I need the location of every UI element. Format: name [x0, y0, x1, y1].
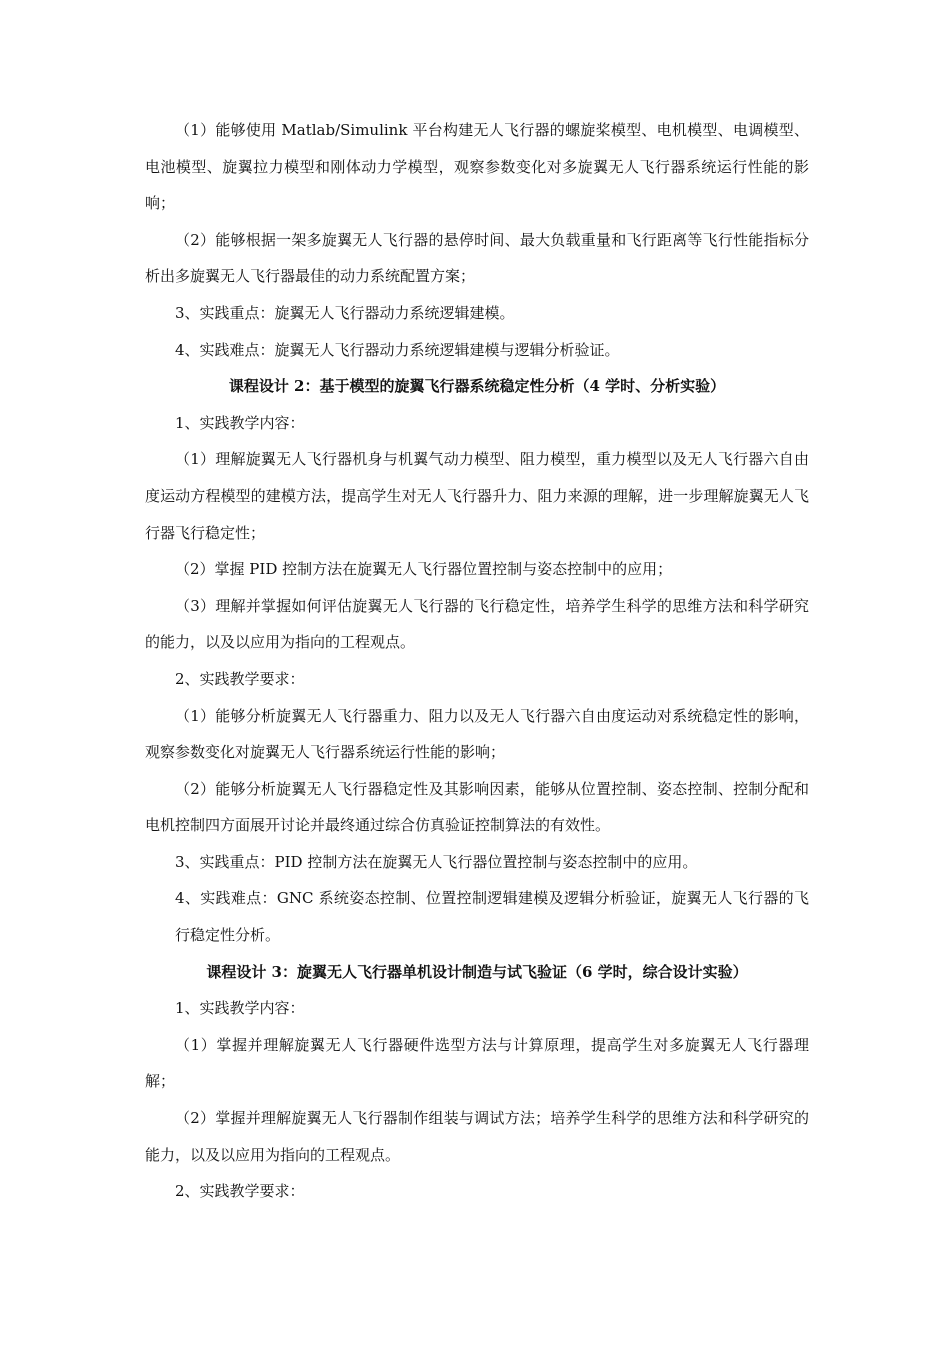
paragraph: （1）理解旋翼无人飞行器机身与机翼气动力模型、阻力模型，重力模型以及无人飞行器六自由度运动方程模型的建模方法，提高学生对无人飞行器升力、阻力来源的理解，进一步理解旋翼无人飞行器飞行稳定性； [145, 450, 809, 542]
paragraph: 3、实践重点：旋翼无人飞行器动力系统逻辑建模。 [175, 303, 515, 322]
paragraph: 1、实践教学内容： [175, 413, 305, 432]
paragraph: （2）能够根据一架多旋翼无人飞行器的悬停时间、最大负载重量和飞行距离等飞行性能指标分析出多旋翼无人飞行器最佳的动力系统配置方案； [145, 230, 809, 286]
paragraph: 4、实践难点：GNC 系统姿态控制、位置控制逻辑建模及逻辑分析验证，旋翼无人飞行器的飞行稳定性分析。 [175, 889, 809, 945]
document-page [145, 112, 809, 1210]
paragraph: 3、实践重点：PID 控制方法在旋翼无人飞行器位置控制与姿态控制中的应用。 [175, 852, 698, 871]
paragraph: （1）能够使用 Matlab/Simulink 平台构建无人飞行器的螺旋桨模型、电机模型、电调模型、电池模型、旋翼拉力模型和刚体动力学模型，观察参数变化对多旋翼无人飞行器系统运行性能的影响； [145, 121, 809, 213]
paragraph: （2）能够分析旋翼无人飞行器稳定性及其影响因素，能够从位置控制、姿态控制、控制分配和电机控制四方面展开讨论并最终通过综合仿真验证控制算法的有效性。 [145, 779, 809, 835]
paragraph: （3）理解并掌握如何评估旋翼无人飞行器的飞行稳定性，培养学生科学的思维方法和科学研究的能力，以及以应用为指向的工程观点。 [145, 596, 809, 652]
section-heading: 课程设计 3：旋翼无人飞行器单机设计制造与试飞验证（6 学时，综合设计实验） [206, 962, 748, 981]
paragraph: 4、实践难点：旋翼无人飞行器动力系统逻辑建模与逻辑分析验证。 [175, 340, 620, 359]
paragraph: （1）能够分析旋翼无人飞行器重力、阻力以及无人飞行器六自由度运动对系统稳定性的影响，观察参数变化对旋翼无人飞行器系统运行性能的影响； [145, 706, 809, 762]
paragraph: （1）掌握并理解旋翼无人飞行器硬件选型方法与计算原理，提高学生对多旋翼无人飞行器理解； [145, 1035, 809, 1091]
paragraph: 2、实践教学要求： [175, 669, 305, 688]
section-heading: 课程设计 2：基于模型的旋翼飞行器系统稳定性分析（4 学时、分析实验） [228, 377, 726, 396]
paragraph: 2、实践教学要求： [175, 1182, 305, 1201]
paragraph: （2）掌握并理解旋翼无人飞行器制作组装与调试方法；培养学生科学的思维方法和科学研究的能力，以及以应用为指向的工程观点。 [145, 1109, 809, 1164]
paragraph: 1、实践教学内容： [175, 999, 305, 1018]
paragraph: （2）掌握 PID 控制方法在旋翼无人飞行器位置控制与姿态控制中的应用； [175, 560, 673, 579]
